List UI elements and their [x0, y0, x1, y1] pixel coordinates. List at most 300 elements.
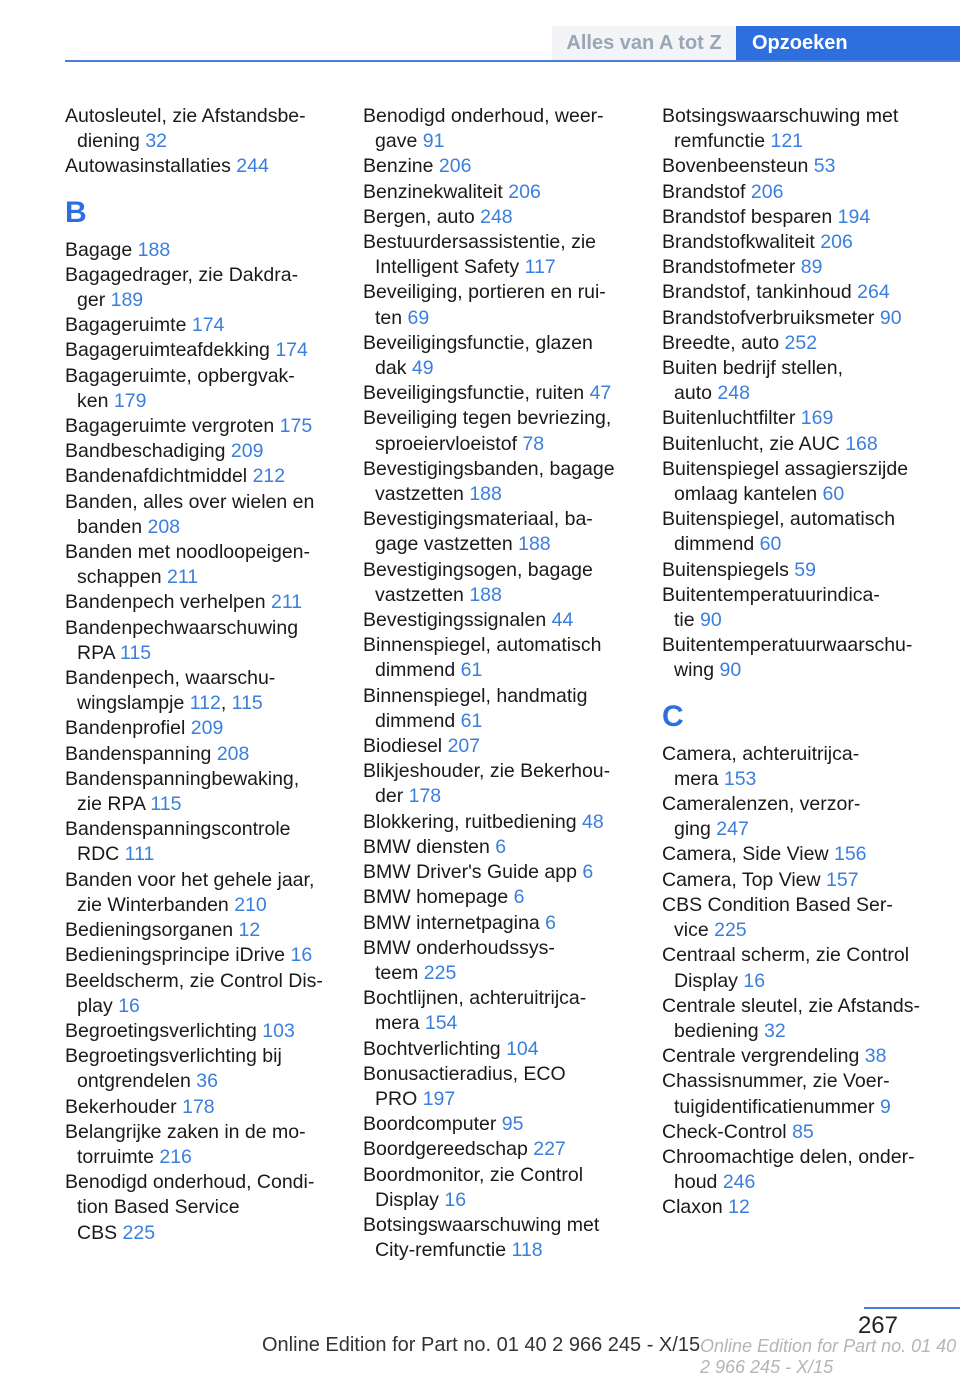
page-link[interactable]: 247 — [716, 818, 749, 841]
index-entry — [65, 918, 345, 943]
index-entry — [662, 306, 942, 331]
page-link[interactable]: 225 — [714, 919, 747, 942]
index-entry-text: Bandenspanningbewaking, — [65, 767, 300, 790]
page-link[interactable]: 36 — [196, 1070, 218, 1093]
index-entry-text: Buitentemperatuurindica- — [662, 583, 880, 606]
page-link[interactable]: 6 — [495, 835, 507, 858]
page-link[interactable]: 209 — [190, 717, 224, 740]
page-link[interactable]: 248 — [717, 382, 750, 405]
index-entry-text: Beeldscherm, zie Control Dis- — [65, 969, 323, 992]
index-entry — [363, 558, 643, 608]
page-link[interactable]: 157 — [826, 868, 859, 891]
page-link[interactable]: 178 — [408, 785, 442, 808]
index-entry — [662, 893, 942, 943]
index-entry-text: Benodigd onderhoud, Condi- — [65, 1171, 315, 1194]
index-entry-text: mera — [674, 767, 719, 790]
section-tab[interactable]: Alles van A tot Z — [552, 26, 736, 60]
index-entry — [363, 734, 643, 759]
index-entry — [363, 104, 643, 154]
index-entry — [363, 280, 643, 330]
index-entry — [662, 205, 942, 230]
index-entry — [662, 432, 942, 457]
index-entry-text: teem — [375, 961, 419, 984]
page-number: 267 — [857, 1312, 898, 1339]
index-entry-text: Camera, achteruitrijca- — [662, 742, 860, 765]
index-entry — [363, 1163, 643, 1213]
page-link[interactable]: 188 — [137, 238, 171, 261]
index-entry — [662, 154, 942, 179]
index-entry-text: Bagageruimte, opbergvak- — [65, 364, 295, 387]
index-entry — [662, 633, 942, 683]
index-entry-text: Breedte, auto — [662, 331, 780, 354]
page-link[interactable]: 178 — [182, 1095, 215, 1118]
index-entry — [662, 994, 942, 1044]
index-entry — [662, 230, 942, 255]
page-link[interactable]: 175 — [279, 415, 313, 438]
index-entry-text: Bandenspanningscontrole — [65, 818, 291, 841]
index-entry-text: torruimte — [77, 1145, 154, 1168]
index-entry-text: Bevestigingsmateriaal, ba- — [363, 508, 593, 531]
index-entry-text: Bandenspanning — [65, 742, 212, 765]
index-entry — [363, 986, 643, 1036]
index-entry-text: Buitenspiegel, automatisch — [662, 508, 896, 531]
index-entry-text: Beveiliging tegen bevriezing, — [363, 407, 612, 430]
chapter-tab[interactable]: Opzoeken — [736, 26, 960, 62]
index-entry-text: RDC — [77, 843, 120, 866]
page-link[interactable]: 225 — [423, 961, 457, 984]
index-entry — [65, 104, 345, 154]
index-entry-text: ten — [375, 306, 403, 329]
index-entry-text: Banden voor het gehele jaar, — [65, 868, 315, 891]
index-entry — [662, 356, 942, 406]
index-entry-text: auto — [674, 382, 712, 405]
page-link[interactable]: 156 — [833, 843, 867, 866]
index-entry-text: diening — [77, 130, 140, 153]
index-entry-text: Buitenspiegel assagierszijde — [662, 457, 909, 480]
index-entry-text: gave — [375, 130, 418, 153]
page-link[interactable]: 189 — [110, 289, 144, 312]
page-link[interactable]: 206 — [820, 231, 853, 254]
index-entry — [662, 1195, 942, 1220]
index-entry-text: Autowasinstallaties — [65, 155, 231, 178]
index-entry — [65, 313, 345, 338]
index-letter-heading: C — [662, 699, 684, 733]
index-entry-text: Buitenlucht, zie AUC — [662, 432, 840, 455]
page-link[interactable]: 206 — [438, 155, 472, 178]
index-entry-text: Buitentemperatuurwaarschu- — [662, 634, 913, 657]
watermark: Online Edition for Part no. 01 40 2 966 245 - X/15 — [700, 1336, 957, 1377]
index-entry-text: Bochtlijnen, achteruitrijca- — [363, 987, 587, 1010]
index-entry — [363, 180, 643, 205]
index-entry-text: Brandstofkwaliteit — [662, 231, 815, 254]
index-entry-text: Brandstof — [662, 180, 746, 203]
index-entry-text: Centrale sleutel, zie Afstands- — [662, 994, 920, 1017]
page-link[interactable]: 188 — [518, 533, 551, 556]
page-link[interactable]: 104 — [506, 1037, 539, 1060]
index-entry — [662, 558, 942, 583]
index-entry — [662, 583, 942, 633]
index-entry-text: ging — [674, 818, 711, 841]
index-entry — [65, 616, 345, 666]
index-entry-text: zie RPA — [77, 793, 145, 816]
index-entry — [662, 507, 942, 557]
index-entry-text: Buitenluchtfilter — [662, 407, 796, 430]
page-link[interactable]: 60 — [759, 533, 782, 556]
index-entry — [363, 381, 643, 406]
index-entry-text: Binnenspiegel, automatisch — [363, 634, 602, 657]
index-entry — [65, 1019, 345, 1044]
index-entry-text: Bandenpechwaarschuwing — [65, 616, 299, 639]
index-entry — [65, 1120, 345, 1170]
index-entry-text: tuigidentificatienummer — [674, 1095, 875, 1118]
index-entry-text: Benodigd onderhoud, weer- — [363, 105, 604, 127]
index-entry — [363, 406, 643, 456]
index-entry — [65, 238, 345, 263]
page-link[interactable]: 208 — [147, 515, 181, 538]
index-entry-text: Bedieningsprincipe iDrive — [65, 944, 286, 967]
index-entry-text: Bestuurdersassistentie, zie — [363, 231, 597, 254]
index-entry-text: Bandenafdichtmiddel — [65, 465, 248, 488]
page-link[interactable]: 89 — [800, 256, 823, 279]
index-entry-text: Check-Control — [662, 1120, 787, 1143]
page-link[interactable]: 244 — [236, 155, 269, 178]
index-entry-text: remfunctie — [674, 130, 766, 153]
page-link[interactable]: 211 — [167, 566, 199, 589]
index-entry — [363, 936, 643, 986]
page-link[interactable]: 85 — [792, 1120, 814, 1143]
index-entry — [65, 154, 345, 179]
page-link[interactable]: 208 — [216, 742, 250, 765]
page-link[interactable]: 121 — [770, 130, 804, 153]
index-entry-text: BMW diensten — [363, 835, 490, 858]
index-entry-text: schappen — [77, 566, 162, 589]
index-entry — [65, 364, 345, 414]
index-entry-text: Blikjeshouder, zie Bekerhou- — [363, 760, 611, 783]
index-entry-text: vastzetten — [375, 483, 464, 506]
page-link[interactable]: 188 — [469, 483, 502, 506]
page-link[interactable]: 16 — [444, 1188, 467, 1211]
index-entry-text: Brandstofmeter — [662, 256, 796, 279]
index-entry — [65, 464, 345, 489]
index-entry-text: Bevestigingsogen, bagage — [363, 558, 593, 581]
index-entry — [65, 716, 345, 741]
index-entry-text: houd — [674, 1171, 718, 1194]
index-entry-text: Beveiligingsfunctie, ruiten — [363, 382, 585, 405]
page-link[interactable]: 154 — [424, 1012, 458, 1035]
index-entry-text: vice — [674, 919, 709, 942]
page-link[interactable]: 111 — [124, 843, 155, 866]
index-entry-text: CBS Condition Based Ser- — [662, 893, 893, 916]
index-entry-text: Claxon — [662, 1196, 723, 1219]
index-entry-text: Boordcomputer — [363, 1113, 497, 1136]
index-entry-text: mera — [375, 1012, 420, 1035]
index-entry-text: PRO — [375, 1087, 418, 1110]
index-entry — [662, 1145, 942, 1195]
page-link[interactable]: 112 — [189, 692, 221, 715]
index-entry-text: Beveiligingsfunctie, glazen — [363, 331, 593, 354]
page-link[interactable]: 115 — [150, 793, 182, 816]
index-entry-text: Bonusactieradius, ECO — [363, 1062, 566, 1085]
page-link[interactable]: 60 — [822, 483, 845, 506]
index-entry — [363, 860, 643, 885]
index-entry-text: Bagageruimteafdekking — [65, 339, 270, 362]
page-link[interactable]: 44 — [551, 609, 574, 632]
index-entry — [363, 205, 643, 230]
page-link[interactable]: 38 — [864, 1045, 887, 1068]
index-entry-text: Bagagedrager, zie Dakdra- — [65, 263, 299, 286]
index-entry — [662, 792, 942, 842]
index-entry-text: Brandstof besparen — [662, 205, 833, 228]
page-link[interactable]: 6 — [513, 886, 525, 909]
page-link[interactable]: 61 — [460, 659, 483, 682]
index-entry — [662, 1069, 942, 1119]
index-entry — [662, 842, 942, 867]
index-entry — [65, 817, 345, 867]
index-entry-text: dimmend — [375, 709, 456, 732]
index-entry-text: Brandstofverbruiksmeter — [662, 306, 875, 329]
index-entry-text: ger — [77, 289, 106, 312]
index-entry — [662, 868, 942, 893]
index-entry — [65, 868, 345, 918]
index-entry-text: wing — [674, 659, 715, 682]
index-entry-text: Banden met noodloopeigen- — [65, 541, 311, 564]
index-entry-text: BMW onderhoudssys- — [363, 936, 555, 959]
index-entry — [363, 911, 643, 936]
index-entry-text: Belangrijke zaken in de mo- — [65, 1120, 306, 1143]
page-link[interactable]: 69 — [407, 306, 430, 329]
index-entry-text: sproeiervloeistof — [375, 432, 517, 455]
page-link[interactable]: 188 — [469, 583, 502, 606]
index-entry-text: Boordgereedschap — [363, 1138, 528, 1161]
index-entry — [363, 1137, 643, 1162]
page-link[interactable]: 211 — [271, 591, 303, 614]
index-column-1 — [65, 104, 345, 1246]
index-entry-text: Botsingswaarschuwing met — [363, 1213, 600, 1236]
page-link[interactable]: 90 — [719, 659, 742, 682]
edition-text: Online Edition for Part no. 01 40 2 966 245 - X/15 — [262, 1334, 701, 1356]
page-link[interactable]: 212 — [252, 465, 286, 488]
page-link[interactable]: 248 — [480, 205, 513, 228]
page-link[interactable]: 32 — [764, 1019, 786, 1042]
index-entry-text: tion Based Service — [77, 1196, 240, 1219]
index-entry-text: Bergen, auto — [363, 205, 475, 228]
page-header — [0, 0, 960, 62]
page-link[interactable]: 91 — [422, 130, 445, 153]
page-link[interactable]: 207 — [447, 735, 481, 758]
page-link[interactable]: 49 — [411, 357, 434, 380]
index-entry-text: Boordmonitor, zie Control — [363, 1163, 584, 1186]
index-entry-text: Buiten bedrijf stellen, — [662, 357, 844, 380]
index-entry-text: Display — [674, 969, 738, 992]
index-entry — [65, 414, 345, 439]
index-entry-text: City-remfunctie — [375, 1239, 507, 1262]
index-entry — [662, 457, 942, 507]
index-entry — [363, 230, 643, 280]
index-column-2 — [363, 104, 643, 1263]
index-entry-text: Blokkering, ruitbediening — [363, 810, 577, 833]
footer-divider — [864, 1307, 960, 1309]
page-link[interactable]: 59 — [794, 558, 816, 581]
index-entry — [363, 759, 643, 809]
page-link[interactable]: 16 — [118, 994, 140, 1017]
index-entry — [65, 742, 345, 767]
page-link[interactable]: 227 — [533, 1138, 566, 1161]
page-link[interactable]: 47 — [589, 382, 612, 405]
page-link[interactable]: 32 — [145, 130, 168, 153]
index-entry-text: zie Winterbanden — [77, 893, 229, 916]
page-link[interactable]: 206 — [508, 180, 541, 203]
page-link[interactable]: 115 — [120, 641, 152, 664]
index-entry-text: Benzine — [363, 155, 434, 178]
index-entry-text: Camera, Side View — [662, 843, 829, 866]
page-link[interactable]: 174 — [191, 314, 225, 337]
index-entry — [363, 684, 643, 734]
index-entry-text: ken — [77, 389, 109, 412]
index-entry-text: dak — [375, 357, 407, 380]
index-entry — [65, 943, 345, 968]
index-entry-text: CBS — [77, 1221, 118, 1244]
page-link[interactable]: 252 — [784, 331, 818, 354]
index-entry-text: Bagage — [65, 238, 133, 261]
page-link[interactable]: 246 — [722, 1171, 756, 1194]
index-entry-text: RPA — [77, 641, 115, 664]
page-link[interactable]: 78 — [522, 432, 545, 455]
index-entry-text: Biodiesel — [363, 735, 443, 758]
index-entry — [363, 608, 643, 633]
index-entry-text: dimmend — [375, 659, 456, 682]
index-entry-text: tie — [674, 609, 695, 632]
index-entry — [363, 1037, 643, 1062]
index-entry — [662, 280, 942, 305]
index-column-3 — [662, 104, 942, 1221]
index-entry — [363, 633, 643, 683]
page-link[interactable]: 216 — [159, 1145, 192, 1168]
page-link[interactable]: 169 — [800, 407, 834, 430]
page-link[interactable]: 90 — [879, 306, 902, 329]
index-entry-text: ontgrendelen — [77, 1070, 191, 1093]
index-entry-text: Binnenspiegel, handmatig — [363, 684, 588, 707]
page-link[interactable]: 168 — [845, 432, 878, 455]
page-link[interactable]: 95 — [501, 1113, 524, 1136]
page-link[interactable]: 90 — [700, 609, 722, 632]
page-link[interactable]: 179 — [113, 389, 147, 412]
index-entry — [662, 1044, 942, 1069]
index-entry-text: omlaag kantelen — [674, 483, 818, 506]
page-link[interactable]: 153 — [723, 767, 757, 790]
index-entry-text: Bevestigingsbanden, bagage — [363, 457, 615, 480]
index-entry — [363, 835, 643, 860]
index-entry — [65, 439, 345, 464]
page-link[interactable]: 206 — [750, 180, 784, 203]
page-link[interactable]: 6 — [545, 911, 556, 934]
index-entry-text: Display — [375, 1188, 439, 1211]
index-entry — [65, 1044, 345, 1094]
page-link[interactable]: 115 — [231, 692, 263, 715]
index-entry — [363, 457, 643, 507]
page-link[interactable]: 197 — [422, 1087, 456, 1110]
index-entry-text: vastzetten — [375, 583, 464, 606]
index-entry-text: BMW Driver's Guide app — [363, 861, 577, 884]
page-link[interactable]: 103 — [262, 1019, 295, 1042]
index-entry-text: play — [77, 994, 113, 1017]
page-link[interactable]: 264 — [857, 281, 890, 304]
index-entry-text: Brandstof, tankinhoud — [662, 281, 852, 304]
index-entry — [363, 1062, 643, 1112]
index-entry-text: Bochtverlichting — [363, 1037, 501, 1060]
index-entry — [363, 154, 643, 179]
index-entry-text: der — [375, 785, 404, 808]
page-link[interactable]: 194 — [837, 205, 871, 228]
page-link[interactable]: 48 — [581, 810, 604, 833]
page-link[interactable]: 61 — [460, 709, 483, 732]
page-link[interactable]: 174 — [275, 339, 308, 362]
index-entry — [662, 255, 942, 280]
page-link[interactable]: 6 — [582, 861, 594, 884]
index-entry-text: Centraal scherm, zie Control — [662, 944, 910, 967]
page-link[interactable]: 210 — [234, 893, 267, 916]
index-entry — [363, 1213, 643, 1263]
page-link[interactable]: 16 — [290, 944, 313, 967]
index-entry-text: Cameralenzen, verzor- — [662, 793, 861, 816]
index-entry-text: Camera, Top View — [662, 868, 821, 891]
page-link[interactable]: 117 — [524, 256, 556, 279]
index-entry-text: Autosleutel, zie Afstandsbe- — [65, 105, 306, 127]
index-entry-text: Bevestigingssignalen — [363, 609, 547, 632]
index-entry-text: BMW internetpagina — [363, 911, 540, 934]
index-entry — [662, 943, 942, 993]
index-entry-text: Bandenprofiel — [65, 717, 186, 740]
index-entry — [65, 1095, 345, 1120]
index-entry — [65, 490, 345, 540]
index-entry-text: Bagageruimte — [65, 314, 187, 337]
index-entry-text: Begroetingsverlichting — [65, 1019, 257, 1042]
index-entry — [363, 507, 643, 557]
index-entry-text: Bandenpech, waarschu- — [65, 667, 276, 690]
index-entry-text: banden — [77, 515, 143, 538]
page-link[interactable]: 225 — [122, 1221, 156, 1244]
page-link[interactable]: 16 — [743, 969, 766, 992]
index-entry-text: Bekerhouder — [65, 1095, 177, 1118]
index-entry-text: Bandenpech verhelpen — [65, 591, 266, 614]
index-letter-heading: B — [65, 195, 87, 229]
index-entry-text: Banden, alles over wielen en — [65, 490, 315, 513]
index-entry — [363, 1112, 643, 1137]
index-entry-text: gage vastzetten — [375, 533, 513, 556]
index-entry — [662, 742, 942, 792]
index-entry-text: wingslampje — [77, 692, 185, 715]
page-link[interactable]: 118 — [511, 1239, 543, 1262]
index-entry-text: Centrale vergrendeling — [662, 1045, 860, 1068]
page-link[interactable]: 9 — [879, 1095, 891, 1118]
index-entry — [662, 1120, 942, 1145]
index-entry — [65, 767, 345, 817]
index-entry — [662, 331, 942, 356]
index-entry-text: dimmend — [674, 533, 755, 556]
page-link[interactable]: 53 — [813, 155, 836, 178]
page-link[interactable]: 12 — [728, 1196, 750, 1219]
index-entry-text: Buitenspiegels — [662, 558, 789, 581]
index-entry-text: Benzinekwaliteit — [363, 180, 503, 203]
index-entry-text: Bovenbeensteun — [662, 155, 809, 178]
index-entry — [363, 885, 643, 910]
page-link[interactable]: 12 — [238, 919, 261, 942]
index-entry-text: Begroetingsverlichting bij — [65, 1045, 282, 1068]
index-entry-text: Bedieningsorganen — [65, 919, 234, 942]
index-entry — [662, 406, 942, 431]
page-link[interactable]: 209 — [230, 440, 264, 463]
index-entry — [65, 1170, 345, 1246]
index-entry — [65, 969, 345, 1019]
